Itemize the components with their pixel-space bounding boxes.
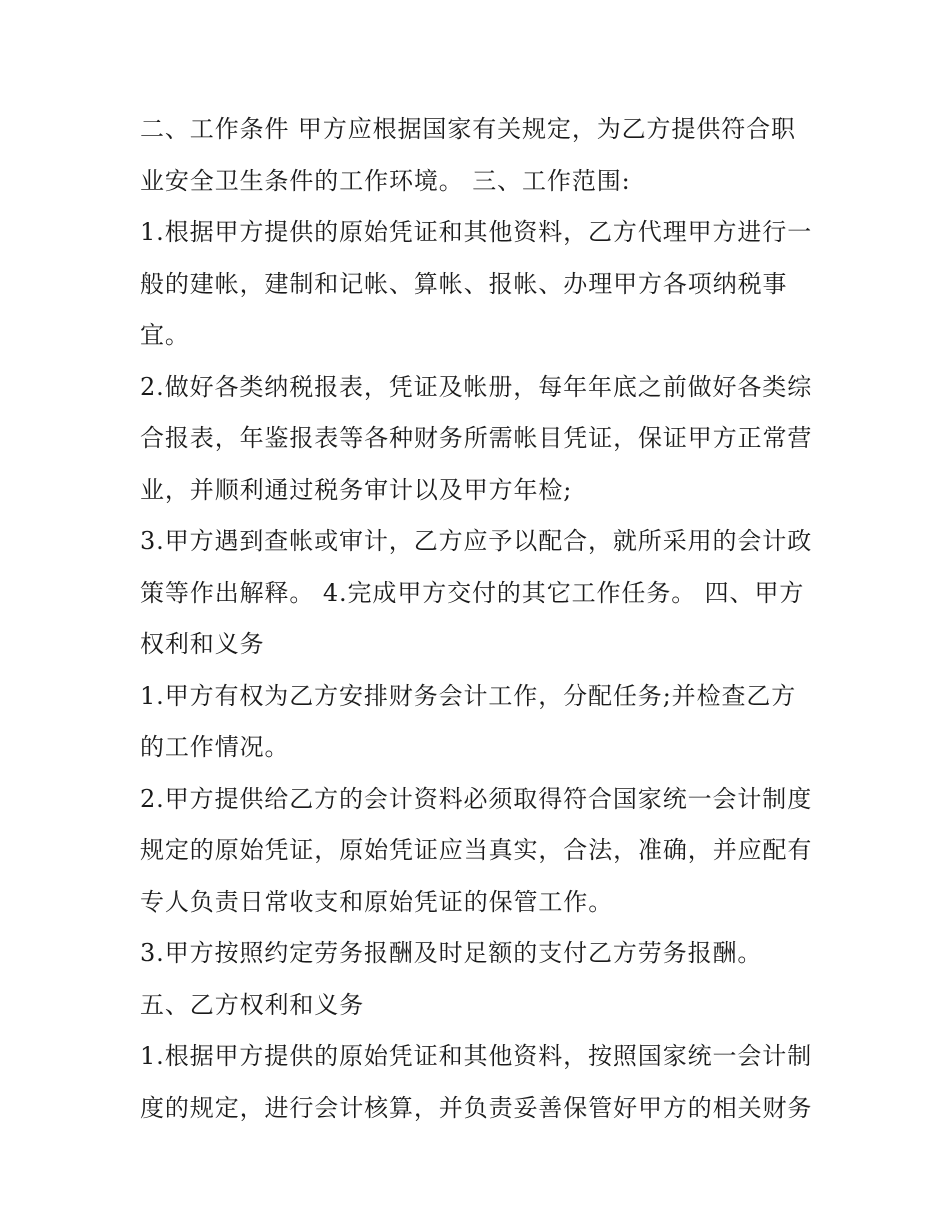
paragraph-party-a-item-3: 3.甲方按照约定劳务报酬及时足额的支付乙方劳务报酬。 五、乙方权利和义务: [140, 939, 763, 1019]
paragraph-party-a-item-1: 1.甲方有权为乙方安排财务会计工作，分配任务;并检查乙方的工作情况。: [140, 681, 797, 761]
paragraph-party-a-item-2: 2.甲方提供给乙方的会计资料必须取得符合国家统一会计制度规定的原始凭证，原始凭证应当真实，合法，准确，并应配有专人负责日常收支和原始凭证的保管工作。: [140, 784, 813, 916]
paragraph-party-b-item-1: 1.根据甲方提供的原始凭证和其他资料，按照国家统一会计制度的规定，进行会计核算，并负责妥善保管好甲方的相关财务: [140, 1042, 813, 1122]
paragraph-scope-item-3-4: 3.甲方遇到查帐或审计，乙方应予以配合，就所采用的会计政策等作出解释。 4.完成甲方交付的其它工作任务。 四、甲方权利和义务: [140, 527, 813, 658]
paragraph-work-conditions: 二、工作条件 甲方应根据国家有关规定，为乙方提供符合职业安全卫生条件的工作环境。 三、工作范围:: [140, 115, 796, 195]
paragraph-scope-item-2: 2.做好各类纳税报表，凭证及帐册，每年年底之前做好各类综合报表，年鉴报表等各种财务所需帐目凭证，保证甲方正常营业，并顺利通过税务审计以及甲方年检;: [140, 372, 813, 504]
paragraph-scope-item-1: 1.根据甲方提供的原始凭证和其他资料，乙方代理甲方进行一般的建帐，建制和记帐、算帐、报帐、办理甲方各项纳税事宜。: [140, 218, 813, 349]
